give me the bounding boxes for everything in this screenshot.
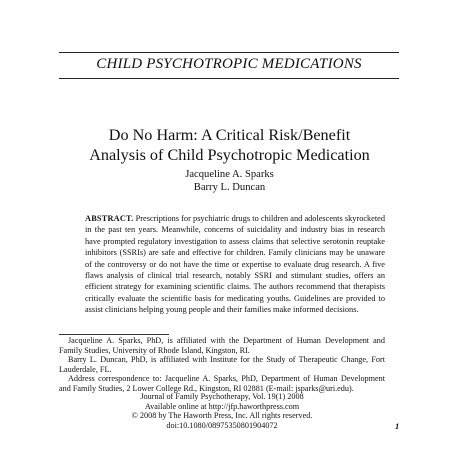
abstract-text: Prescriptions for psychiatric drugs to children and adolescents skyrocketed in the past ten years. Meanwhile, concerns of suicidality and industry bias in research have prompted regulatory investigation to assess claims that selective serotonin reuptake inhibitors (SSRIs) are safe and effective for children. Family clinicians may be unaware of the controversy or do not have the time or expertise to evaluate drug research. A five flaws analysis of clinical trial research, notably SSRI and stimulant studies, offers an efficient strategy for examining scientific claims. The authors recommend that therapists critically evaluate the scientific basis for medicating youths. Guidelines are provided to assist clinicians helping young people and their families make informed decisions.: [85, 214, 385, 315]
article-title-line-1: Do No Harm: A Critical Risk/Benefit: [108, 126, 351, 144]
correspondence-note: Address correspondence to: Jacqueline A. Sparks, PhD, Department of Human Development and Family Studies, 2 Lower College Rd., Kingston, RI 02881 (E-mail: jsparks@uri.edu).: [59, 374, 385, 393]
affiliation-note: Barry L. Duncan, PhD, is affiliated with Institute for the Study of Therapeutic Change, Fort Lauderdale, FL.: [59, 355, 385, 374]
section-title: CHILD PSYCHOTROPIC MEDICATIONS: [96, 56, 362, 72]
footnote-divider: [59, 334, 169, 335]
affiliation-note: Jacqueline A. Sparks, PhD, is affiliated with the Department of Human Development and Family Studies, University of Rhode Island, Kingston, RI.: [59, 336, 385, 355]
journal-reference: Journal of Family Psychotherapy, Vol. 19(1) 2008: [140, 392, 304, 401]
doi: doi:10.1080/08975350801904072: [166, 420, 278, 430]
author-name: Barry L. Duncan: [193, 182, 266, 193]
author-footnotes: [59, 336, 385, 394]
journal-citation: [59, 392, 385, 430]
abstract: [85, 213, 385, 316]
copyright-notice: © 2008 by The Haworth Press, Inc. All rights reserved.: [131, 411, 313, 421]
online-availability: Available online at http://jfp.haworthpress.com: [144, 401, 300, 411]
page-number: 1: [395, 421, 400, 431]
article-title: [40, 125, 419, 165]
article-title-line-2: Analysis of Child Psychotropic Medication: [89, 146, 370, 164]
author-list: [40, 168, 419, 194]
abstract-label: ABSTRACT.: [85, 214, 134, 223]
section-header-band: [59, 52, 399, 79]
author-name: Jacqueline A. Sparks: [185, 169, 274, 180]
